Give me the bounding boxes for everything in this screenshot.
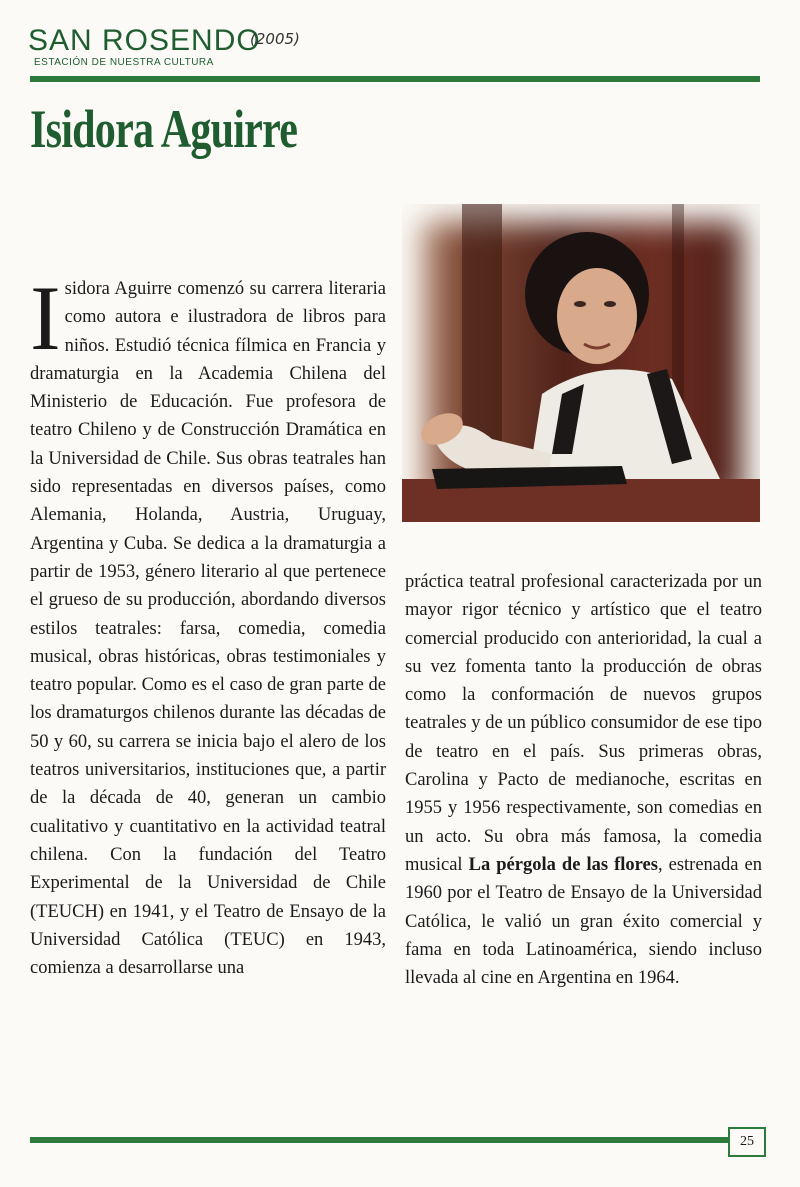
article-column-left xyxy=(30,267,386,982)
masthead xyxy=(28,26,261,68)
drop-cap: I xyxy=(30,267,61,369)
article-title: Isidora Aguirre xyxy=(30,99,298,159)
left-column-text: sidora Aguirre comenzó su carrera literaria como autora e ilustradora de libros para niños. Estudió técnica fílmica en Francia y dramaturgia en la Academia Chilena del Ministerio de Educación. Fue profesora de teatro Chileno y de Construcción Dramática en la Universidad de Chile. Sus obras teatrales han sido representadas en diversos países, como Alemania, Holanda, Austria, Uruguay, Argentina y Cuba. Se dedica a la dramaturgia a partir de 1953, género literario al que pertenece el grueso de su producción, abordando diversos estilos teatrales: farsa, comedia, comedia musical, obras históricas, obras testimoniales y teatro popular. Como es el caso de gran parte de los dramaturgos chilenos durante las décadas de 50 y 60, su carrera se inicia bajo el alero de los teatros universitarios, instituciones que, a partir de la década de 40, generan un cambio cualitativo y cuantitativo en la actividad teatral chilena. Con la fundación del Teatro Experimental de la Universidad de Chile (TEUCH) en 1941, y el Teatro de Ensayo de la Universidad Católica (TEUC) en 1943, comienza a desarrollarse una xyxy=(30,279,386,979)
article-paragraph xyxy=(30,267,386,982)
right-column-text-end: , estrenada en 1960 por el Teatro de Ensayo de la Universidad Católica, le valió un gran éxito comercial y fama en toda Latinoamérica, siendo incluso llevada al cine en Argentina en 1964. xyxy=(405,854,762,989)
magazine-title: SAN ROSENDO xyxy=(28,24,261,57)
page-number: 25 xyxy=(728,1127,766,1157)
handwritten-year-note: (2005) xyxy=(250,30,300,48)
bottom-divider xyxy=(30,1137,730,1143)
top-divider xyxy=(30,76,760,82)
author-photo xyxy=(402,204,760,522)
article-paragraph-continued xyxy=(405,568,762,992)
article-column-right xyxy=(405,568,762,992)
author-photo-illustration xyxy=(402,204,760,522)
right-column-text-start: práctica teatral profesional caracterizada por un mayor rigor técnico y artístico que el teatro comercial producido con anterioridad, la cual a su vez fomenta tanto la producción de obras como la conformación de nuevos grupos teatrales y de un público consumidor de ese tipo de teatro en el país. Sus primeras obras, Carolina y Pacto de medianoche, escritas en 1955 y 1956 respectivamente, son comedias en un acto. Su obra más famosa, la comedia musical xyxy=(405,572,762,875)
magazine-subtitle: ESTACIÓN DE NUESTRA CULTURA xyxy=(34,57,214,68)
play-title-bold: La pérgola de las flores xyxy=(468,854,658,875)
